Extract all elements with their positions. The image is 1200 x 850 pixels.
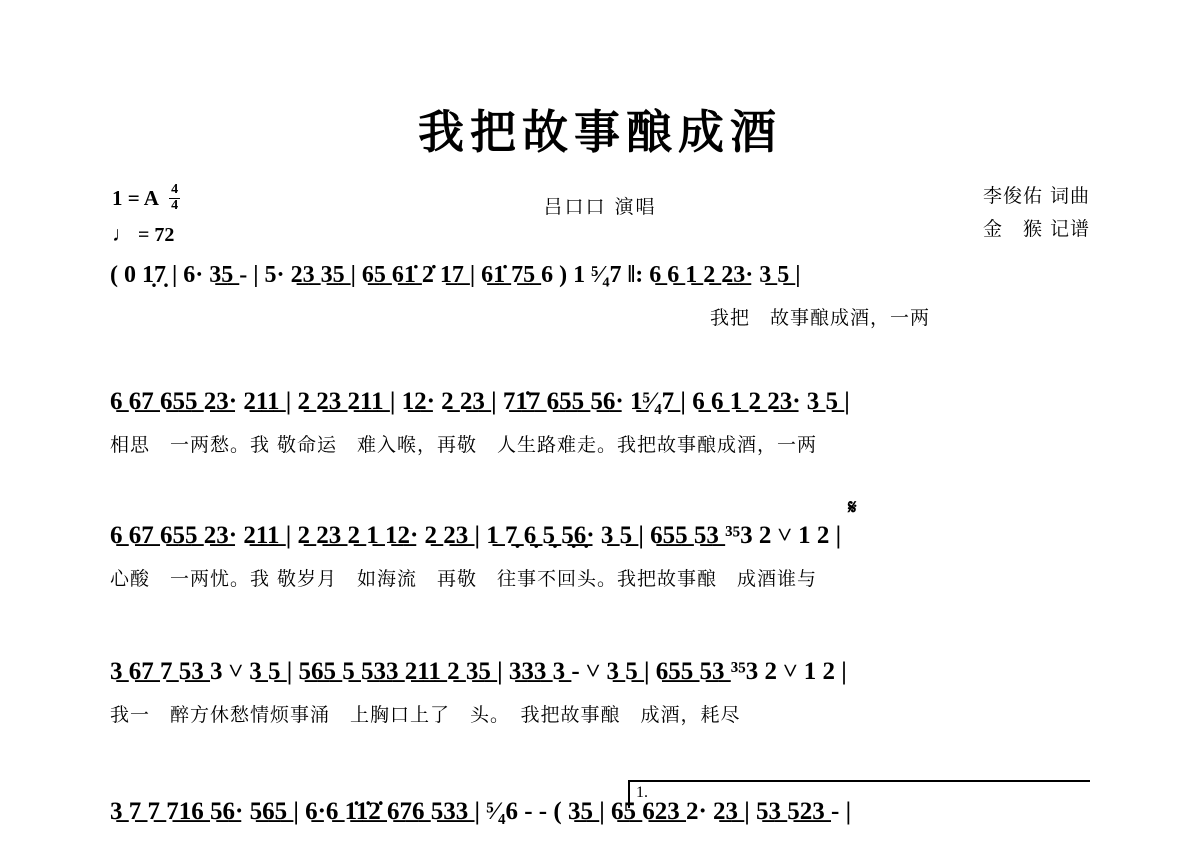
notation-line-4: 3̲ 6̲7̲ 7̲ 5̲3̲ 3 ˅ 3̲ 5̲ | 5̲6̲5̲ 5̲ 5̲3̲3̲ 2̲1̲1̲ 2̲ 3̲5̲ | 3̲3̲3̲ 3̲ - ˅ 3̲ 5̲ | 6̲5̲5̲ 5̲3̲ ³⁵3 2 ˅ 1 2 | bbox=[110, 658, 847, 685]
tempo-marking bbox=[112, 222, 174, 247]
first-ending-label: 1. bbox=[636, 784, 648, 801]
credit-lyricist-composer: 李俊佑 词曲 bbox=[982, 185, 1090, 207]
credits-block bbox=[983, 180, 1090, 247]
lyrics-line-3: 心酸 一两忧。我 敬岁月 如海流 再敬 往事不回头。我把故事酿 成酒谁与 bbox=[110, 568, 818, 590]
music-system-5 bbox=[110, 798, 1090, 826]
lyrics-line-1: 我把 故事酿成酒，一两 bbox=[710, 307, 931, 329]
segno-icon: 𝄋 bbox=[848, 497, 857, 519]
music-system-1 bbox=[110, 262, 1090, 330]
page-title: 我把故事酿成酒 bbox=[418, 105, 782, 159]
lyrics-line-2: 相思 一两愁。我 敬命运 难入喉，再敬 人生路难走。我把故事酿成酒，一两 bbox=[110, 434, 818, 456]
music-system-3 bbox=[110, 522, 1090, 591]
meter-denominator: 4 bbox=[171, 197, 179, 213]
quarter-note-icon: ♩ bbox=[112, 222, 133, 246]
notation-line-5: 3̲ 7̲ 7̲ 7̲1̲6̲ 5̲6̲· 5̲6̲5̲ | 6̲·6̲ 1̲̇1̲̇2̲̇ 6̲7̲6̲ 5̲3̲3̲ | ⁵⁄₄6 - - ( 3̲5̲ | 6̲5̲ 6̲2̲3̲ 2· 2̲3̲ | 5̲3̲ 5̲2̲3̲ - | bbox=[110, 798, 852, 825]
notation-line-1: ( 0 1̣7̣ | 6· 3̲5̲ - | 5· 2̲3̲ 3̲5̲ | 6̲5̲ 6̲1̲̇ 2̇ 1̲7̲ | 6̲1̲̇ 7̲5̲ 6 ) 1 ⁵⁄₄7 ‖: 6̲ 6̲ 1̲ 2̲ 2̲3̲· 3̲ 5̲ | bbox=[110, 262, 801, 288]
meter-numerator: 4 bbox=[171, 182, 179, 197]
notation-line-2: 6̲ 6̲7̲ 6̲5̲5̲ 2̲3̲· 2̲1̲1̲ | 2̲ 2̲3̲ 2̲1̲1̲ | 1̲2̲· 2̲ 2̲3̲ | 7̲1̲̇7̲ 6̲5̲5̲ 5̲6̲· 1̲⁵⁄₄7̲ | 6̲ 6̲ 1̲ 2̲ 2̲3̲· 3̲ 5̲ | bbox=[110, 388, 850, 415]
key-label: 1 = A bbox=[112, 186, 158, 210]
lyrics-line-4: 我一 醉方休愁情烦事涌 上胸口上了 头。 我把故事酿 成酒，耗尽 bbox=[110, 704, 741, 726]
performer-credit: 吕口口 演唱 bbox=[543, 196, 657, 218]
credit-transcriber: 金 猴 记谱 bbox=[982, 218, 1090, 241]
music-system-2 bbox=[110, 388, 1090, 457]
tempo-value: = 72 bbox=[138, 224, 175, 246]
notation-line-3: 6̲ 6̲7̲ 6̲5̲5̲ 2̲3̲· 2̲1̲1̲ | 2̲ 2̲3̲ 2̲ 1̲ 1̲2̲· 2̲ 2̲3̲ | 1̲ 7̣̲ 6̣̲ 5̣̲ 5̣̲6̣̲· 3̲ 5̲ | 6̲5̲5̲ 5̲3̲ ³⁵3 2 ˅ 1 2 | bbox=[110, 522, 842, 549]
music-system-4 bbox=[110, 658, 1090, 727]
